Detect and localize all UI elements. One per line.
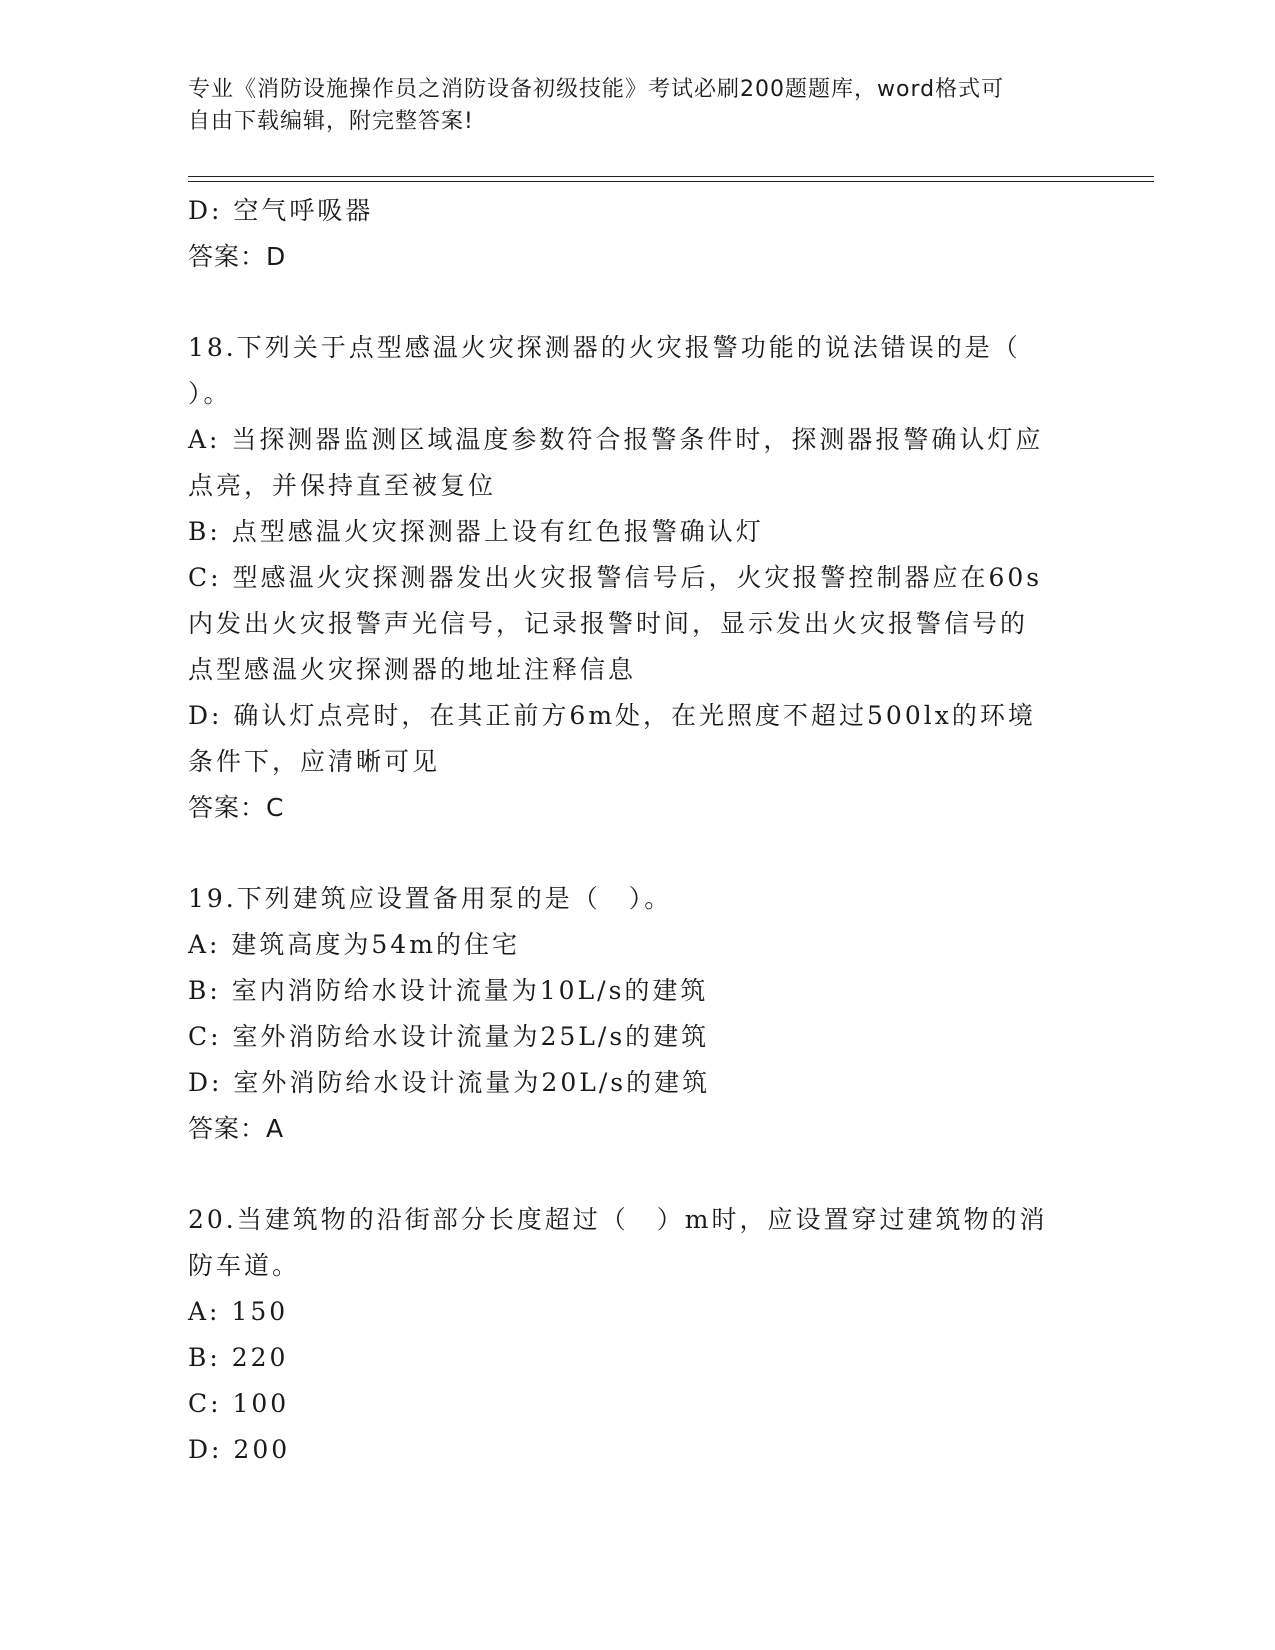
option-a: A: 当探测器监测区域温度参数符合报警条件时，探测器报警确认灯应 <box>188 425 1044 454</box>
option-d: 条件下，应清晰可见 <box>188 747 441 776</box>
document-body <box>188 188 1088 1473</box>
option-b: B: 室内消防给水设计流量为10L/s的建筑 <box>188 976 709 1005</box>
option-d: D: 室外消防给水设计流量为20L/s的建筑 <box>188 1068 711 1097</box>
option-c: C: 室外消防给水设计流量为25L/s的建筑 <box>188 1022 710 1051</box>
answer-line: 答案：C <box>188 793 285 822</box>
question-stem: 18.下列关于点型感温火灾探测器的火灾报警功能的说法错误的是（ <box>188 333 1021 362</box>
option-c: 内发出火灾报警声光信号，记录报警时间，显示发出火灾报警信号的 <box>188 609 1029 638</box>
question-stem: 防车道。 <box>188 1251 301 1280</box>
question-stem: ）。 <box>188 379 232 408</box>
option-a: A: 150 <box>188 1297 289 1326</box>
question-18 <box>188 325 1088 831</box>
answer-line: 答案：D <box>188 242 287 271</box>
header-line-1: 专业《消防设施操作员之消防设备初级技能》考试必刷200题题库，word格式可 <box>188 77 1005 102</box>
option-c: C: 型感温火灾探测器发出火灾报警信号后，火灾报警控制器应在60s <box>188 563 1043 592</box>
header-divider-bottom <box>188 181 1154 182</box>
previous-question-tail <box>188 188 1088 280</box>
header-line-2: 自由下载编辑，附完整答案! <box>188 109 474 134</box>
option-c: C: 100 <box>188 1389 290 1418</box>
question-stem: 20.当建筑物的沿街部分长度超过（ ）m时，应设置穿过建筑物的消 <box>188 1205 1048 1234</box>
option-b: B: 点型感温火灾探测器上设有红色报警确认灯 <box>188 517 764 546</box>
spacer <box>188 280 1088 325</box>
question-19 <box>188 876 1088 1152</box>
header-divider-top <box>188 176 1154 177</box>
option-c: 点型感温火灾探测器的地址注释信息 <box>188 655 637 684</box>
option-a: A: 建筑高度为54m的住宅 <box>188 930 520 959</box>
document-header <box>188 74 1068 138</box>
spacer <box>188 1152 1088 1197</box>
spacer <box>188 831 1088 876</box>
question-stem: 19.下列建筑应设置备用泵的是（ ）。 <box>188 884 673 913</box>
option-a: 点亮，并保持直至被复位 <box>188 471 497 500</box>
option-d: D: 确认灯点亮时，在其正前方6m处，在光照度不超过500lx的环境 <box>188 701 1036 730</box>
option-b: B: 220 <box>188 1343 289 1372</box>
option-d: D: 空气呼吸器 <box>188 196 374 225</box>
option-d: D: 200 <box>188 1435 291 1464</box>
question-20 <box>188 1197 1088 1473</box>
answer-line: 答案：A <box>188 1114 285 1143</box>
